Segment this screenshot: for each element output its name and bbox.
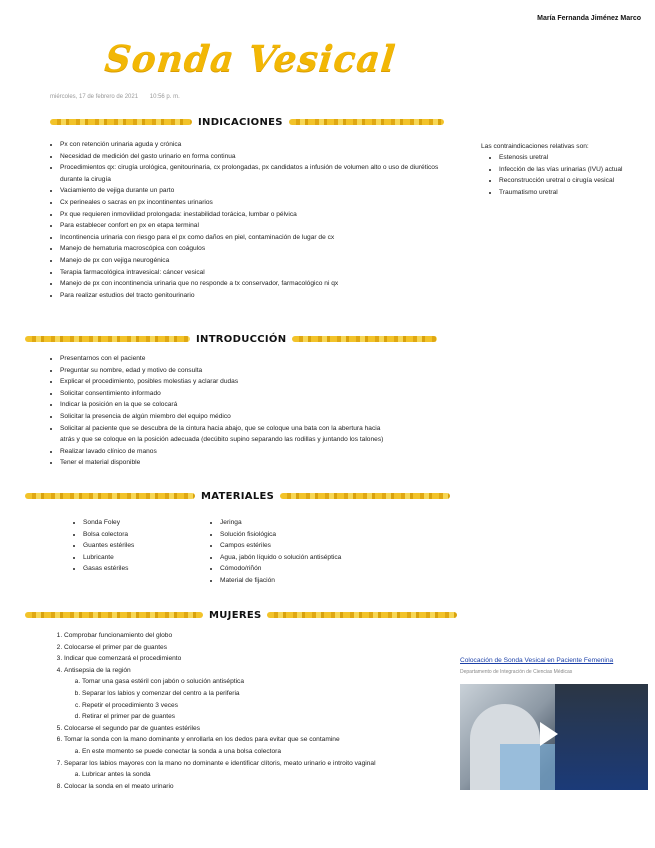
list-item: • Cx perineales o sacras en px incontinentes urinarios [60,197,445,209]
section-header-mujeres [25,609,457,621]
substep-list [64,746,384,758]
list-item: • Solicitar la presencia de algún miembro del equipo médico [60,411,385,423]
contraindicaciones-title: Las contraindicaciones relativas son: [481,143,589,150]
list-item: • Px con retención urinaria aguda y crónica [60,139,445,151]
step-item [64,665,384,723]
list-item: • Explicar el procedimiento, posibles molestias y aclarar dudas [60,376,385,388]
step-text: Comprobar funcionamiento del globo [64,632,173,639]
list-item: • Agua, jabón líquido o solución antiséptica [220,552,390,564]
list-item: • Solicitar consentimiento informado [60,388,385,400]
play-icon[interactable] [540,722,558,746]
date-text: miércoles, 17 de febrero de 2021 [50,94,139,100]
video-background [555,684,648,790]
section-header-materiales [25,490,450,502]
list-item: • Solución fisiológica [220,529,390,541]
introduccion-list [50,353,385,469]
materiales-list-col1 [73,517,203,575]
list-item: • Gasas estériles [83,563,203,575]
step-text: Indicar que comenzará el procedimiento [64,655,182,663]
list-item: • Traumatismo uretral [499,187,649,199]
step-item [64,630,384,642]
step-item [64,642,384,654]
video-thumbnail[interactable] [460,684,648,790]
list-item: • Realizar lavado clínico de manos [60,446,385,458]
list-item: • Para establecer confort en px en etapa terminal [60,220,445,232]
substep-item: a. En este momento se puede conectar la sonda a una bolsa colectora [82,746,384,758]
list-item: • Incontinencia urinaria con riesgo para el px como daños en piel, contaminación de lugar de cx [60,232,445,244]
list-item: • Necesidad de medición del gasto urinario en forma continua [60,151,445,163]
mujeres-steps-list [52,630,384,792]
header-bar-left [50,119,192,125]
list-item: • Campos estériles [220,540,390,552]
substep-item: d. Retirar el primer par de guantes [82,711,384,723]
list-item: • Preguntar su nombre, edad y motivo de consulta [60,365,385,377]
section-title: INTRODUCCIÓN [196,333,287,345]
step-text: Colocarse el primer par de guantes [64,643,167,651]
section-header-introduccion [25,333,437,345]
list-item: • Sonda Foley [83,517,203,529]
step-item [64,653,384,665]
step-text: Antisepsia de la región [64,666,131,674]
author-name: María Fernanda Jiménez Marco [537,15,641,22]
header-bar-right [289,119,444,125]
section-title: MUJERES [209,609,262,621]
contraindicaciones-list [489,152,649,198]
indicaciones-list [50,139,445,301]
time-text: 10:56 p. m. [149,94,180,100]
list-item: • Lubricante [83,552,203,564]
list-item: • Px que requieren inmovilidad prolongada: inestabilidad torácica, lumbar o pélvica [60,209,445,221]
materiales-list-col2 [210,517,390,587]
substep-list [64,769,384,781]
step-item [64,758,384,781]
list-item: • Indicar la posición en la que se colocará [60,399,385,411]
list-item: • Manejo de hematuria macroscópica con coágulos [60,243,445,255]
list-item: • Tener el material disponible [60,457,385,469]
list-item: • Solicitar al paciente que se descubra de la cintura hacia abajo, que se coloque una bata con la abertura hacia atrás y que se coloque en la posición adecuada (decúbito supino separando las rodillas y juntando los talones) [60,423,385,446]
substep-item: a. Tomar una gasa estéril con jabón o solución antiséptica [82,676,384,688]
header-bar-right [280,493,450,499]
header-bar-left [25,493,195,499]
step-text: Tomar la sonda con la mano dominante y enrollarla en los dedos para evitar que se contamine [64,736,340,744]
substep-item: a. Lubricar antes la sonda [82,769,384,781]
list-item: • Vaciamiento de vejiga durante un parto [60,185,445,197]
list-item: • Material de fijación [220,575,390,587]
list-item: • Cómodo/riñón [220,563,390,575]
step-text: Colocarse el segundo par de guantes estériles [64,724,200,732]
list-item: • Para realizar estudios del tracto genitourinario [60,290,445,302]
section-title: INDICACIONES [198,116,283,128]
list-item: • Manejo de px con incontinencia urinaria que no responde a tx conservador, farmacológico ni qx [60,278,445,290]
header-bar-right [292,336,437,342]
step-text: Separar los labios mayores con la mano no dominante e identificar clítoris, meato urinario e introito vaginal [64,759,376,767]
page-title: Sonda Vesical [102,38,398,80]
video-subtitle: Departamento de Integración de Ciencias Médicas [460,669,573,675]
step-text: Colocar la sonda en el meato urinario [64,782,174,790]
list-item: • Presentarnos con el paciente [60,353,385,365]
list-item: • Estenosis uretral [499,152,649,164]
timestamp [50,94,190,100]
substep-item: b. Separar los labios y comenzar del centro a la periferia [82,688,384,700]
header-bar-left [25,336,190,342]
list-item: • Guantes estériles [83,540,203,552]
list-item: • Manejo de px con vejiga neurogénica [60,255,445,267]
list-item: • Jeringa [220,517,390,529]
step-item [64,781,384,793]
video-title-link[interactable]: Colocación de Sonda Vesical en Paciente Femenina [460,657,614,664]
list-item: • Procedimientos qx: cirugía urológica, genitourinaria, cx prolongadas, px candidatos a infusión de volumen alto o uso de diuréticos durante la cirugía [60,162,445,185]
list-item: • Bolsa colectora [83,529,203,541]
substep-item: c. Repetir el procedimiento 3 veces [82,700,384,712]
header-bar-left [25,612,203,618]
header-bar-right [267,612,457,618]
substep-list [64,676,384,722]
list-item: • Reconstrucción uretral o cirugía vesical [499,175,649,187]
list-item: • Terapia farmacológica intravesical: cáncer vesical [60,267,445,279]
step-item [64,734,384,757]
step-item [64,723,384,735]
section-title: MATERIALES [201,490,275,502]
section-header-indicaciones [50,116,444,128]
list-item: • Infección de las vías urinarias (IVU) actual [499,164,649,176]
